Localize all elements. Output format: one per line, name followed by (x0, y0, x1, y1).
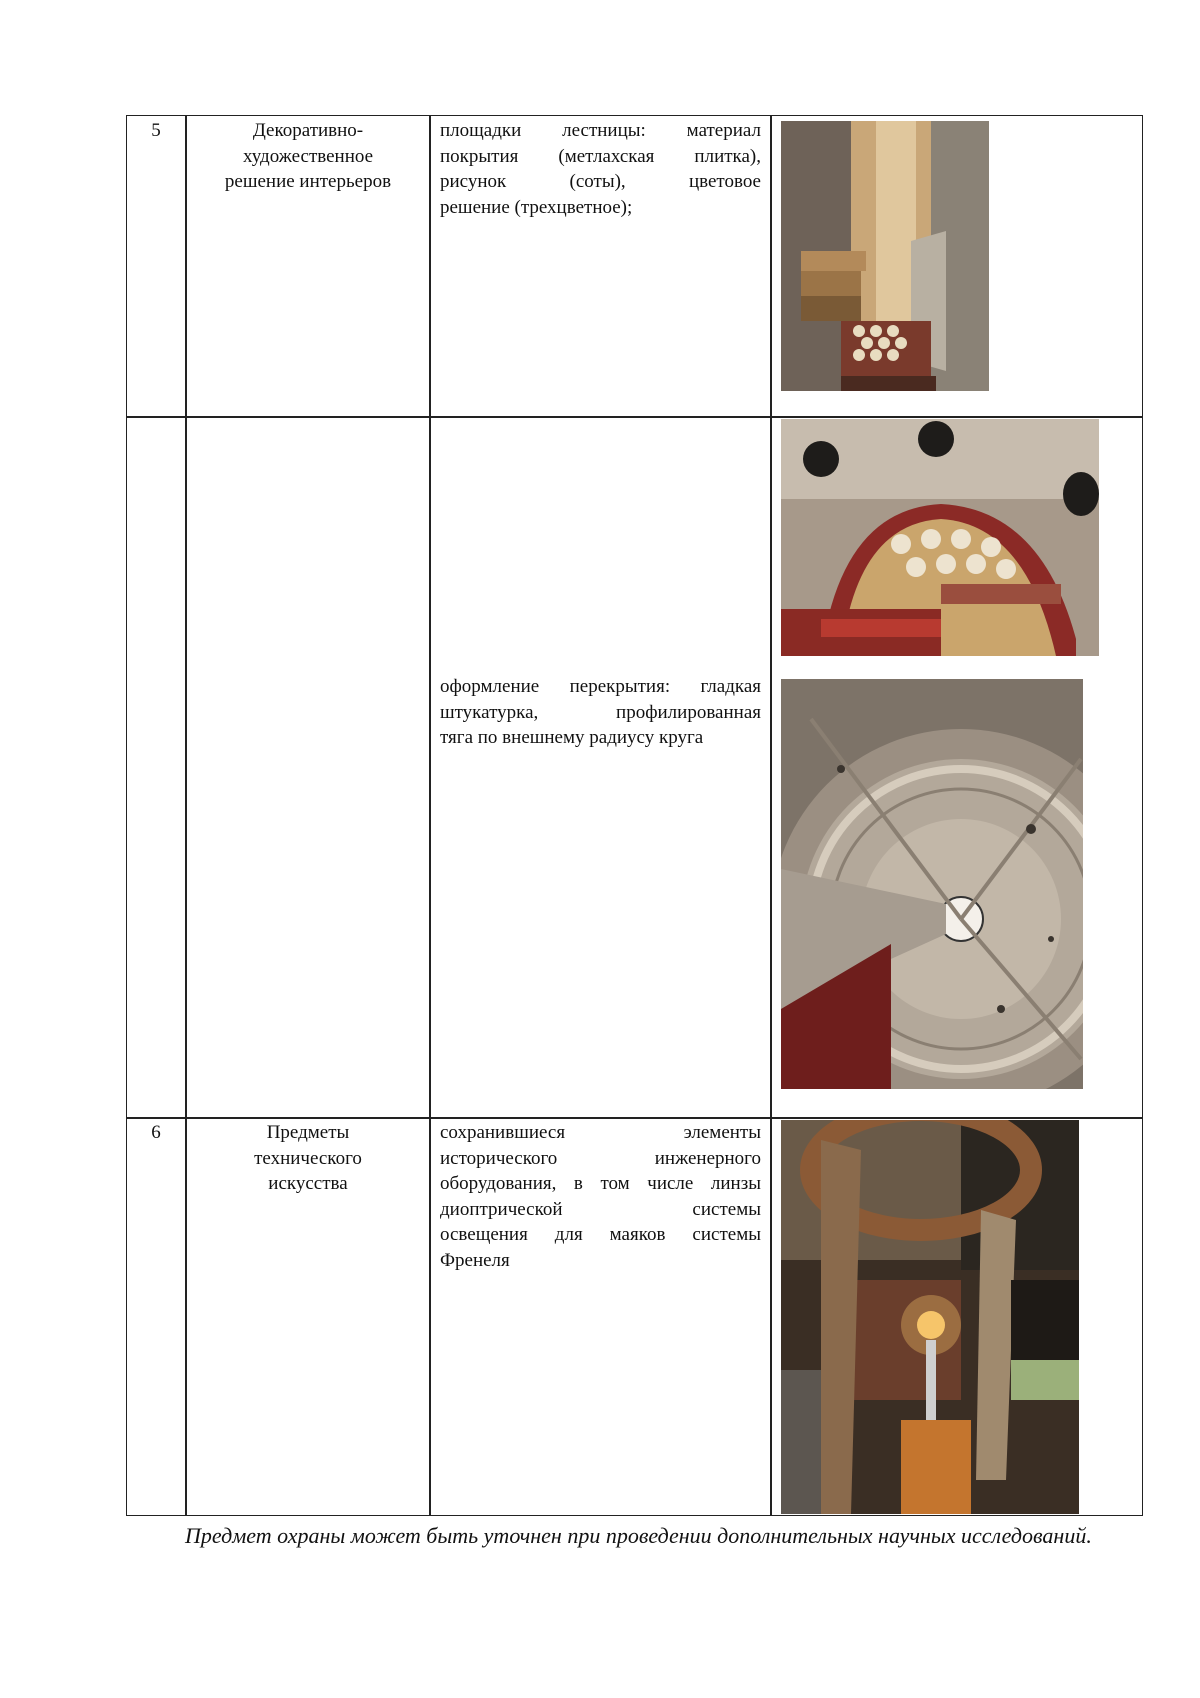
stairway-landing-photo (781, 121, 989, 391)
column-divider (185, 116, 187, 1515)
spiral-staircase-ceiling-photo (781, 679, 1083, 1089)
row-divider (127, 416, 1142, 418)
row-description: оформление перекрытия: гладкая штукатурка, профилированная тяга по внешнему радиусу круга (440, 676, 761, 748)
fresnel-lens-photo (781, 1120, 1079, 1514)
row-name: Предметы технического искусства (254, 1122, 362, 1194)
row-number: 5 (151, 120, 161, 141)
footnote: Предмет охраны может быть уточнен при проведении дополнительных научных исследований. (185, 1523, 1092, 1548)
row-description: сохранившиеся элементы исторического инженерного оборудования, в том числе линзы диоптрической системы освещения для маяков системы Френеля (440, 1122, 761, 1271)
column-divider (429, 116, 431, 1515)
row-number: 6 (151, 1122, 161, 1143)
protection-subject-table (126, 115, 1143, 1516)
row-description: площадки лестницы: материал покрытия (метлахская плитка), рисунок (соты), цветовое решение (трехцветное); (440, 120, 761, 218)
honeycomb-tile-photo (781, 419, 1099, 656)
row-divider (127, 1117, 1142, 1119)
column-divider (770, 116, 772, 1515)
row-name: Декоративно- художественное решение интерьеров (224, 120, 392, 192)
